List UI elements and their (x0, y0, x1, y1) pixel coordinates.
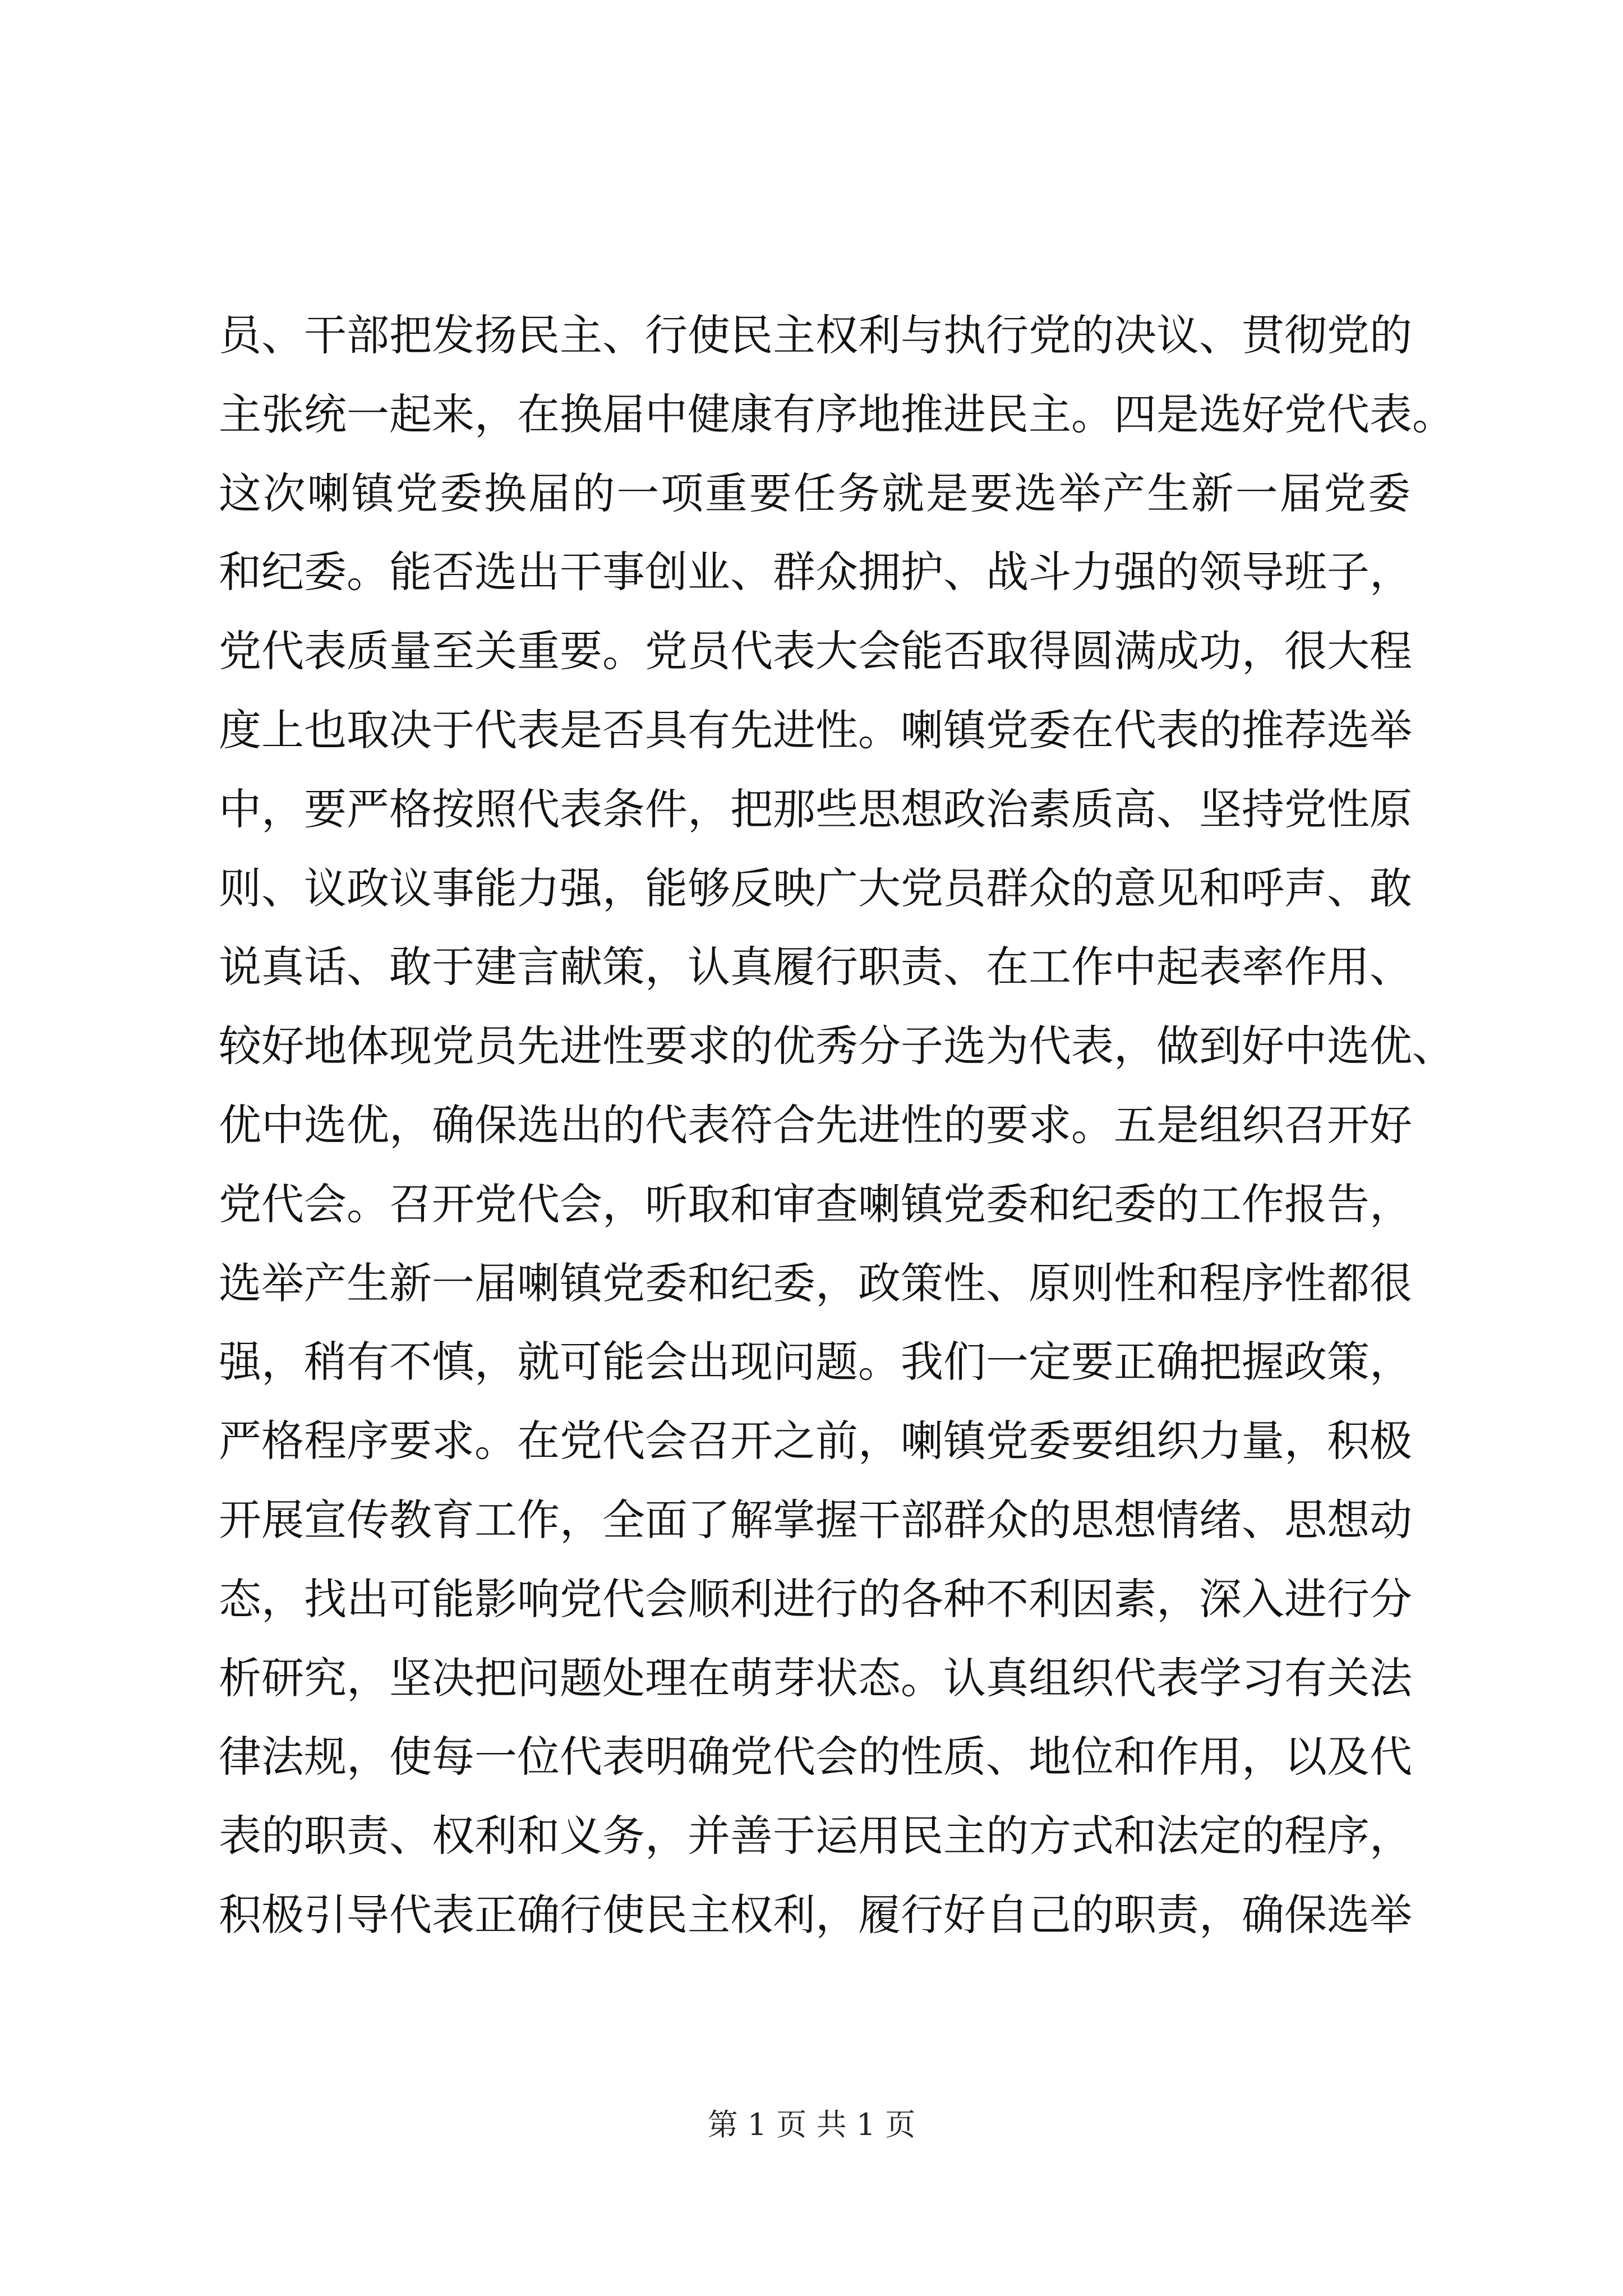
text-line: 严格程序要求。在党代会召开之前，喇镇党委要组织力量，积极 (219, 1416, 1412, 1466)
text-line: 则、议政议事能力强，能够反映广大党员群众的意见和呼声、敢 (219, 863, 1412, 913)
text-line: 和纪委。能否选出干事创业、群众拥护、战斗力强的领导班子， (219, 547, 1412, 597)
text-line: 较好地体现党员先进性要求的优秀分子选为代表，做到好中选优、 (219, 1021, 1455, 1071)
text-line: 律法规，使每一位代表明确党代会的性质、地位和作用，以及代 (219, 1732, 1412, 1782)
text-line: 开展宣传教育工作，全面了解掌握干部群众的思想情绪、思想动 (219, 1494, 1412, 1545)
text-line: 析研究，坚决把问题处理在萌芽状态。认真组织代表学习有关法 (219, 1653, 1412, 1703)
text-line: 党代会。召开党代会，听取和审查喇镇党委和纪委的工作报告， (219, 1179, 1412, 1229)
page-footer: 第 1 页 共 1 页 (707, 2107, 916, 2142)
text-line: 选举产生新一届喇镇党委和纪委，政策性、原则性和程序性都很 (219, 1258, 1412, 1308)
text-line: 这次喇镇党委换届的一项重要任务就是要选举产生新一届党委 (219, 468, 1410, 518)
text-line: 党代表质量至关重要。党员代表大会能否取得圆满成功，很大程 (219, 626, 1412, 677)
text-line: 员、干部把发扬民主、行使民主权利与执行党的决议、贯彻党的 (219, 310, 1412, 360)
text-line: 说真话、敢于建言献策，认真履行职责、在工作中起表率作用、 (219, 942, 1412, 992)
text-line: 优中选优，确保选出的代表符合先进性的要求。五是组织召开好 (219, 1099, 1412, 1150)
text-line: 主张统一起来，在换届中健康有序地推进民主。四是选好党代表。 (219, 389, 1455, 439)
text-line: 中，要严格按照代表条件，把那些思想政治素质高、坚持党性原 (219, 784, 1412, 834)
text-line: 强，稍有不慎，就可能会出现问题。我们一定要正确把握政策， (219, 1337, 1412, 1387)
text-line: 表的职责、权利和义务，并善于运用民主的方式和法定的程序， (219, 1811, 1412, 1861)
body-paragraph (219, 296, 1455, 1955)
text-line: 度上也取决于代表是否具有先进性。喇镇党委在代表的推荐选举 (219, 705, 1412, 755)
text-line: 积极引导代表正确行使民主权利，履行好自己的职责，确保选举 (219, 1889, 1412, 1940)
text-line: 态，找出可能影响党代会顺利进行的各种不利因素，深入进行分 (219, 1573, 1412, 1624)
